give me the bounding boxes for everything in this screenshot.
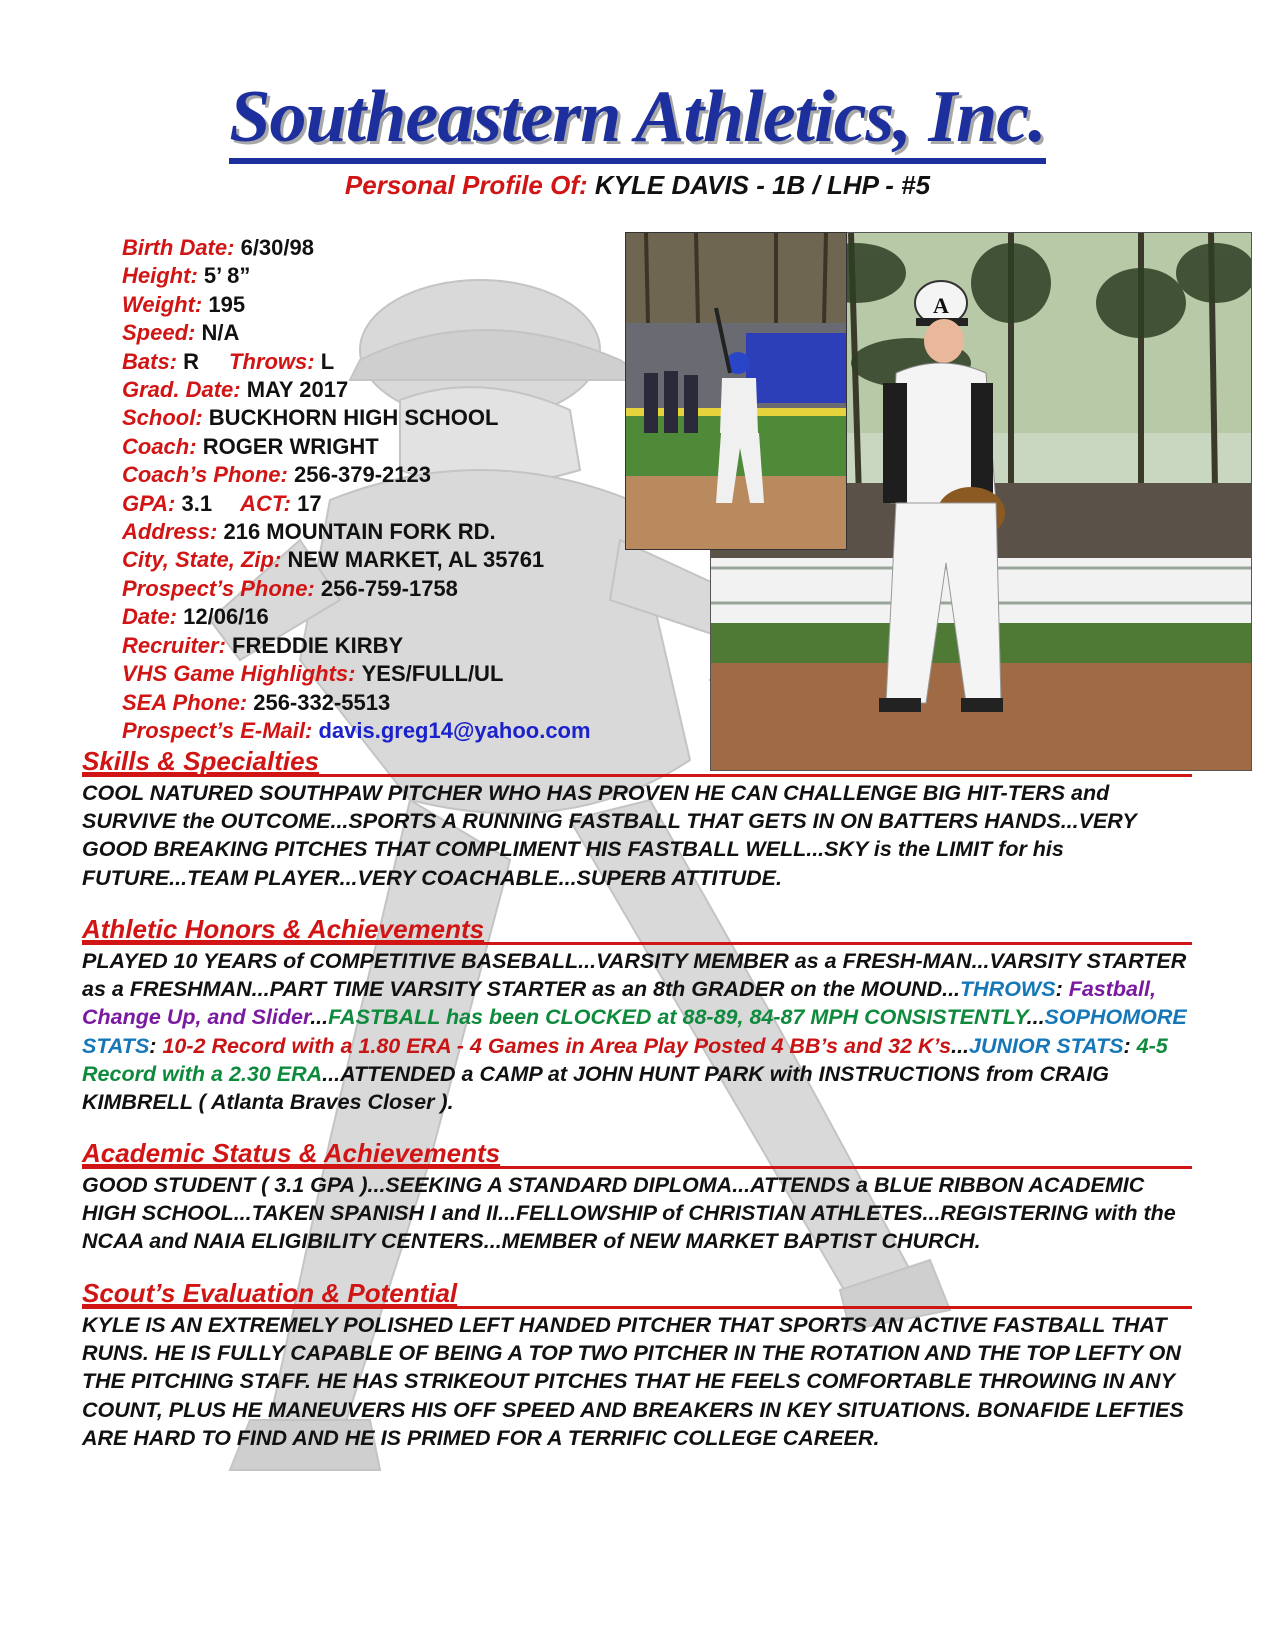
label: GPA: [122,490,176,516]
info-sea-phone [122,689,591,717]
label: Recruiter: [122,632,226,658]
label: Birth Date: [122,235,235,260]
value: 17 [297,490,322,516]
value: 6/30/98 [240,235,314,260]
profile-name: KYLE DAVIS - 1B / LHP - #5 [594,170,931,200]
label: Prospect’s E-Mail: [122,717,313,743]
throws-heading: THROWS [960,977,1056,1002]
label: Coach’s Phone: [122,462,288,488]
colon: : [1055,977,1063,1002]
value: MAY 2017 [246,377,349,403]
email-link[interactable]: davis.greg14@yahoo.com [318,717,591,743]
info-prospect-phone [122,575,591,603]
label: Prospect’s Phone: [122,575,315,601]
info-grad-date [122,376,591,404]
header [0,76,1275,201]
info-email [122,717,591,745]
value: 12/06/16 [183,604,269,630]
separator: ... [951,1033,970,1058]
player-info [122,234,591,745]
sophomore-stats: 10-2 Record with a 1.80 ERA - 4 Games in Area Play Posted 4 BB’s and 32 K’s [156,1033,952,1058]
value: 3.1 [181,490,213,516]
academic-text: GOOD STUDENT ( 3.1 GPA )...SEEKING A STANDARD DIPLOMA...ATTENDS a BLUE RIBBON ACADEMIC HIGH SCHOOL...TAKEN SPANISH I and II...FELLOWSHIP of CHRISTIAN ATHLETES...REGISTERING with the NCAA and NAIA ELIGIBILITY CENTERS...MEMBER of NEW MARKET BAPTIST CHURCH. [82,1173,1176,1254]
skills-text: COOL NATURED SOUTHPAW PITCHER WHO HAS PROVEN HE CAN CHALLENGE BIG HIT-TERS and SURVIVE the OUTCOME...SPORTS A RUNNING FASTBALL THAT GETS IN ON BATTERS HANDS...VERY GOOD BREAKING PITCHES THAT COMPLIMENT HIS FASTBALL WELL...SKY is the LIMIT for his FUTURE...TEAM PLAYER...VERY COACHABLE...SUPERB ATTITUDE. [82,781,1137,890]
label: Height: [122,263,198,289]
profile-heading [0,170,1275,201]
info-speed [122,319,591,347]
honors-title: Athletic Honors & Achievements [82,914,485,944]
honors-section [82,914,1192,1116]
value: BUCKHORN HIGH SCHOOL [208,405,499,431]
scout-text: KYLE IS AN EXTREMELY POLISHED LEFT HANDED PITCHER THAT SPORTS AN ACTIVE FASTBALL THAT RUNS. HE IS FULLY CAPABLE OF BEING A TOP TWO PITCHER IN THE ROTATION AND THE TOP LEFTY ON THE PITCHING STAFF. HE HAS STRIKEOUT PITCHES THAT HE FEELS COMFORTABLE THROWING IN ANY COUNT, PLUS HE MANEUVERS HIS OFF SPEED AND BREAKERS IN KEY SITUATIONS. BONAFIDE LEFTIES ARE HARD TO FIND AND HE IS PRIMED FOR A TERRIFIC COLLEGE CAREER. [82,1313,1184,1450]
value: 256-332-5513 [253,689,391,715]
value: 256-379-2123 [293,462,431,488]
scout-title: Scout’s Evaluation & Potential [82,1278,458,1308]
value: R [183,348,200,374]
value: FREDDIE KIRBY [232,632,404,658]
company-title: Southeastern Athletics, Inc. [229,80,1045,164]
value: N/A [201,320,240,346]
junior-heading: JUNIOR STATS [969,1033,1124,1058]
label: VHS Game Highlights: [122,661,356,687]
honors-part: PLAYED 10 YEARS of COMPETITIVE BASEBALL...VARSITY MEMBER as a FRESH-MAN...VARSITY STARTER as a FRESHMAN...PART TIME VARSITY STARTER as an 8th GRADER on the MOUND... [82,949,1187,1002]
sophomore-heading: SOPHOMORE STATS [82,1005,1187,1058]
value: NEW MARKET, AL 35761 [287,547,545,573]
label: SEA Phone: [122,689,248,715]
info-school [122,404,591,432]
separator: ... [310,1005,329,1030]
label: City, State, Zip: [122,547,282,573]
colon: : [149,1033,157,1058]
value: 195 [208,291,246,317]
info-address [122,518,591,546]
value: ROGER WRIGHT [202,433,379,459]
label: ACT: [240,490,292,516]
value: YES/FULL/UL [361,661,504,687]
info-bats-throws [122,348,591,376]
label: Weight: [122,291,203,317]
junior-stats: 4-5 Record with a 2.30 ERA [82,1033,1168,1086]
profile-label: Personal Profile Of: [344,170,588,200]
batter-photo [625,232,847,550]
fastball-speed: FASTBALL has been CLOCKED at 88-89, 84-87 MPH CONSISTENTLY [328,1005,1027,1030]
info-gpa-act [122,490,591,518]
honors-part: ...ATTENDED a CAMP at JOHN HUNT PARK with INSTRUCTIONS from CRAIG KIMBRELL ( Atlanta Braves Closer ). [82,1061,1109,1115]
label: Grad. Date: [122,377,241,403]
info-weight [122,291,591,319]
label: Address: [122,519,218,545]
info-recruiter [122,632,591,660]
info-coach-phone [122,461,591,489]
svg-text:A: A [933,293,949,318]
label: School: [122,405,203,431]
label: Throws: [229,348,315,374]
scout-section [82,1278,1192,1452]
value: 5’ 8” [203,263,251,289]
value: L [320,348,335,374]
value: 256-759-1758 [320,575,458,601]
skills-title: Skills & Specialties [82,746,320,776]
honors-text [82,947,1192,1116]
info-height [122,262,591,290]
info-date [122,603,591,631]
academic-section [82,1138,1192,1256]
info-coach [122,433,591,461]
label: Speed: [122,320,196,346]
label: Date: [122,604,178,630]
pitch-list: Fastball, Change Up, and Slider [82,977,1156,1030]
label: Bats: [122,348,178,374]
colon: : [1123,1033,1131,1058]
skills-section [82,746,1192,892]
info-birth-date [122,234,591,262]
value: 216 MOUNTAIN FORK RD. [223,519,496,545]
info-vhs [122,660,591,688]
academic-title: Academic Status & Achievements [82,1138,501,1168]
separator: ... [1026,1005,1045,1030]
label: Coach: [122,433,197,459]
info-city [122,546,591,574]
